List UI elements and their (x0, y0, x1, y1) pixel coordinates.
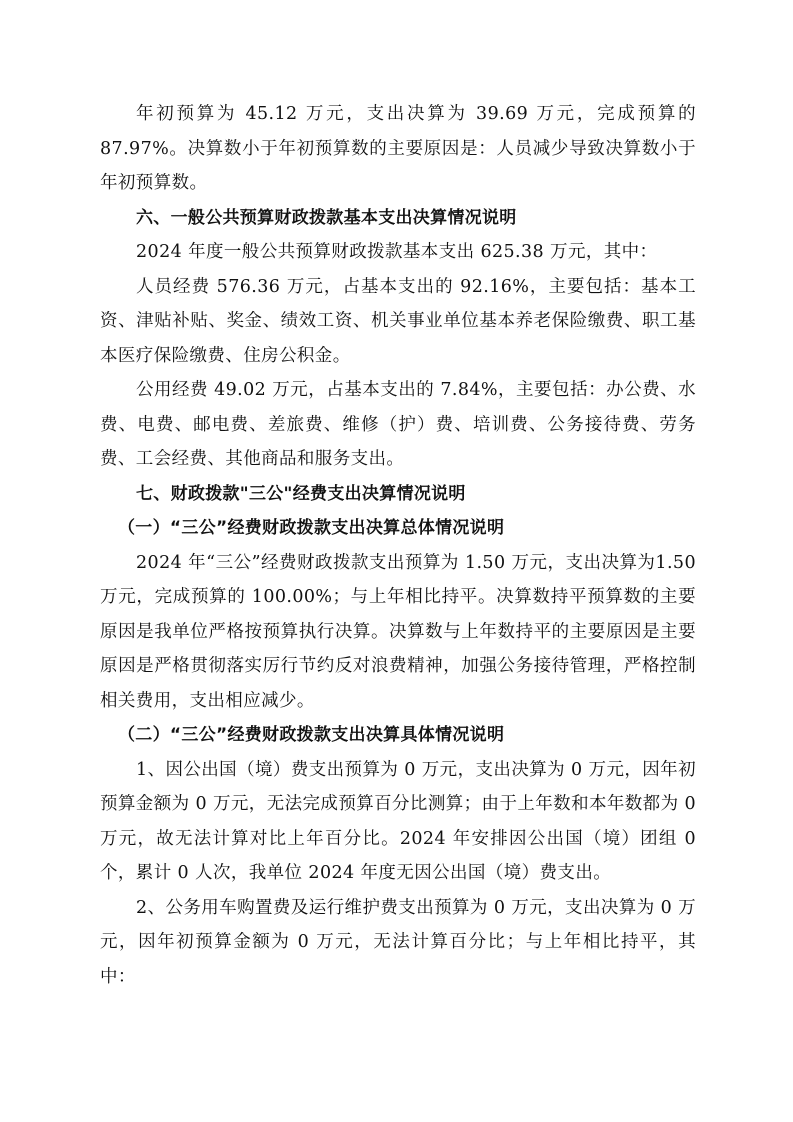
subheading-overall: （一）“三公”经费财政拨款支出决算总体情况说明 (118, 518, 505, 538)
section-heading-7: 七、财政拨款"三公"经费支出决算情况说明 (136, 483, 466, 504)
document-page (100, 97, 696, 994)
paragraph-three-public-overall: 2024 年“三公”经费财政拨款支出预算为 1.50 万元，支出决算为1.50 万元，完成预算的 100.00%；与上年相比持平。决算数持平预算数的主要原因是我单位严格按预算执行决算。决算数与上年数持平的主要原因是主要原因是严格贯彻落实厉行节约反对浪费精神，加强公务接待管理，严格控制相关费用，支出相应减少。 (100, 552, 696, 711)
paragraph-overseas-travel: 1、因公出国（境）费支出预算为 0 万元，支出决算为 0 万元，因年初预算金额为 0 万元，无法完成预算百分比测算；由于上年数和本年数都为 0 万元，故无法计算对比上年百分比。2024 年安排因公出国（境）团组 0 个，累计 0 人次，我单位 2024 年度无因公出国（境）费支出。 (100, 759, 696, 883)
paragraph-personnel-expenses: 人员经费 576.36 万元，占基本支出的 92.16%，主要包括：基本工资、津贴补贴、奖金、绩效工资、机关事业单位基本养老保险缴费、职工基本医疗保险缴费、住房公积金。 (100, 276, 696, 366)
paragraph-official-vehicles: 2、公务用车购置费及运行维护费支出预算为 0 万元，支出决算为 0 万元，因年初预算金额为 0 万元，无法计算百分比；与上年相比持平，其中： (100, 897, 696, 987)
paragraph-public-expenses: 公用经费 49.02 万元，占基本支出的 7.84%，主要包括：办公费、水费、电费、邮电费、差旅费、维修（护）费、培训费、公务接待费、劳务费、工会经费、其他商品和服务支出。 (100, 380, 696, 469)
section-heading-6: 六、一般公共预算财政拨款基本支出决算情况说明 (136, 207, 517, 228)
paragraph-budget-completion: 年初预算为 45.12 万元，支出决算为 39.69 万元，完成预算的87.97%。决算数小于年初预算数的主要原因是：人员减少导致决算数小于年初预算数。 (100, 104, 696, 193)
paragraph-basic-expenditure-total: 2024 年度一般公共预算财政拨款基本支出 625.38 万元，其中： (136, 242, 658, 262)
subheading-specific: （二）“三公”经费财政拨款支出决算具体情况说明 (118, 725, 505, 745)
